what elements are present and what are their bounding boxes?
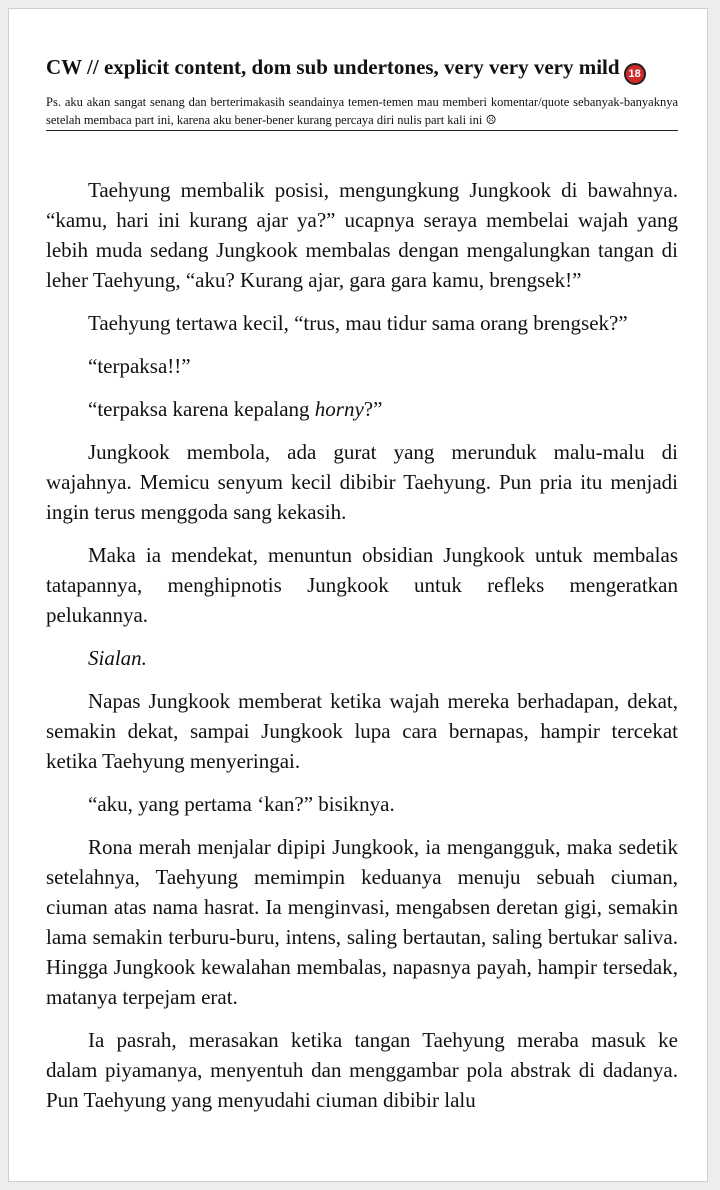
paragraph: “aku, yang pertama ‘kan?” bisiknya.: [88, 792, 395, 816]
paragraph: [46, 394, 678, 424]
paragraph-text: ?”: [363, 397, 383, 421]
paragraph: Taehyung membalik posisi, mengungkung Jungkook di bawahnya. “kamu, hari ini kurang ajar ya?” ucapnya seraya membelai wajah yang lebih muda sedang Jungkook membalas dengan mengalungkan tangan di leher Taehyung, “aku? Kurang ajar, gara gara kamu, brengsek!”: [46, 178, 678, 292]
story-body: [46, 175, 678, 1115]
paragraph-italic: Sialan.: [88, 646, 147, 670]
paragraph: Taehyung tertawa kecil, “trus, mau tidur sama orang brengsek?”: [88, 311, 628, 335]
paragraph: Ia pasrah, merasakan ketika tangan Taehyung meraba masuk ke dalam piyamanya, menyentuh dan menggambar pola abstrak di dadanya. Pun Taehyung yang menyudahi ciuman dibibir lalu: [46, 1028, 678, 1112]
content-warning: [46, 54, 686, 85]
paragraph: “terpaksa!!”: [88, 354, 191, 378]
author-note: Ps. aku akan sangat senang dan berterimakasih seandainya temen-temen mau memberi komentar/quote sebanyak-banyaknya setelah membaca part ini, karena aku bener-bener kurang percaya diri nulis part kali ini ☹: [46, 93, 678, 131]
paragraph: Rona merah menjalar dipipi Jungkook, ia mengangguk, maka sedetik setelahnya, Taehyung memimpin keduanya menuju sebuah ciuman, ciuman atas nama hasrat. Ia menginvasi, mengabsen deretan gigi, semakin lama semakin terburu-buru, intens, saling bertautan, saling bertukar saliva. Hingga Jungkook kewalahan membalas, napasnya payah, hampir tersedak, matanya terpejam erat.: [46, 835, 678, 1009]
paragraph: Maka ia mendekat, menuntun obsidian Jungkook untuk membalas tatapannya, menghipnotis Jungkook untuk refleks mengeratkan pelukannya.: [46, 543, 678, 627]
paragraph: Jungkook membola, ada gurat yang merunduk malu-malu di wajahnya. Memicu senyum kecil dibibir Taehyung. Pun pria itu menjadi ingin terus menggoda sang kekasih.: [46, 440, 678, 524]
document-page: [8, 8, 708, 1182]
age-18-badge-icon: 18: [624, 63, 646, 85]
content-warning-text: CW // explicit content, dom sub undertones, very very very mild: [46, 55, 620, 79]
italic-word: horny: [314, 397, 364, 421]
paragraph-text: “terpaksa karena kepalang: [88, 397, 315, 421]
paragraph: Napas Jungkook memberat ketika wajah mereka berhadapan, dekat, semakin dekat, sampai Jungkook lupa cara bernapas, hampir tercekat ketika Taehyung menyeringai.: [46, 689, 678, 773]
